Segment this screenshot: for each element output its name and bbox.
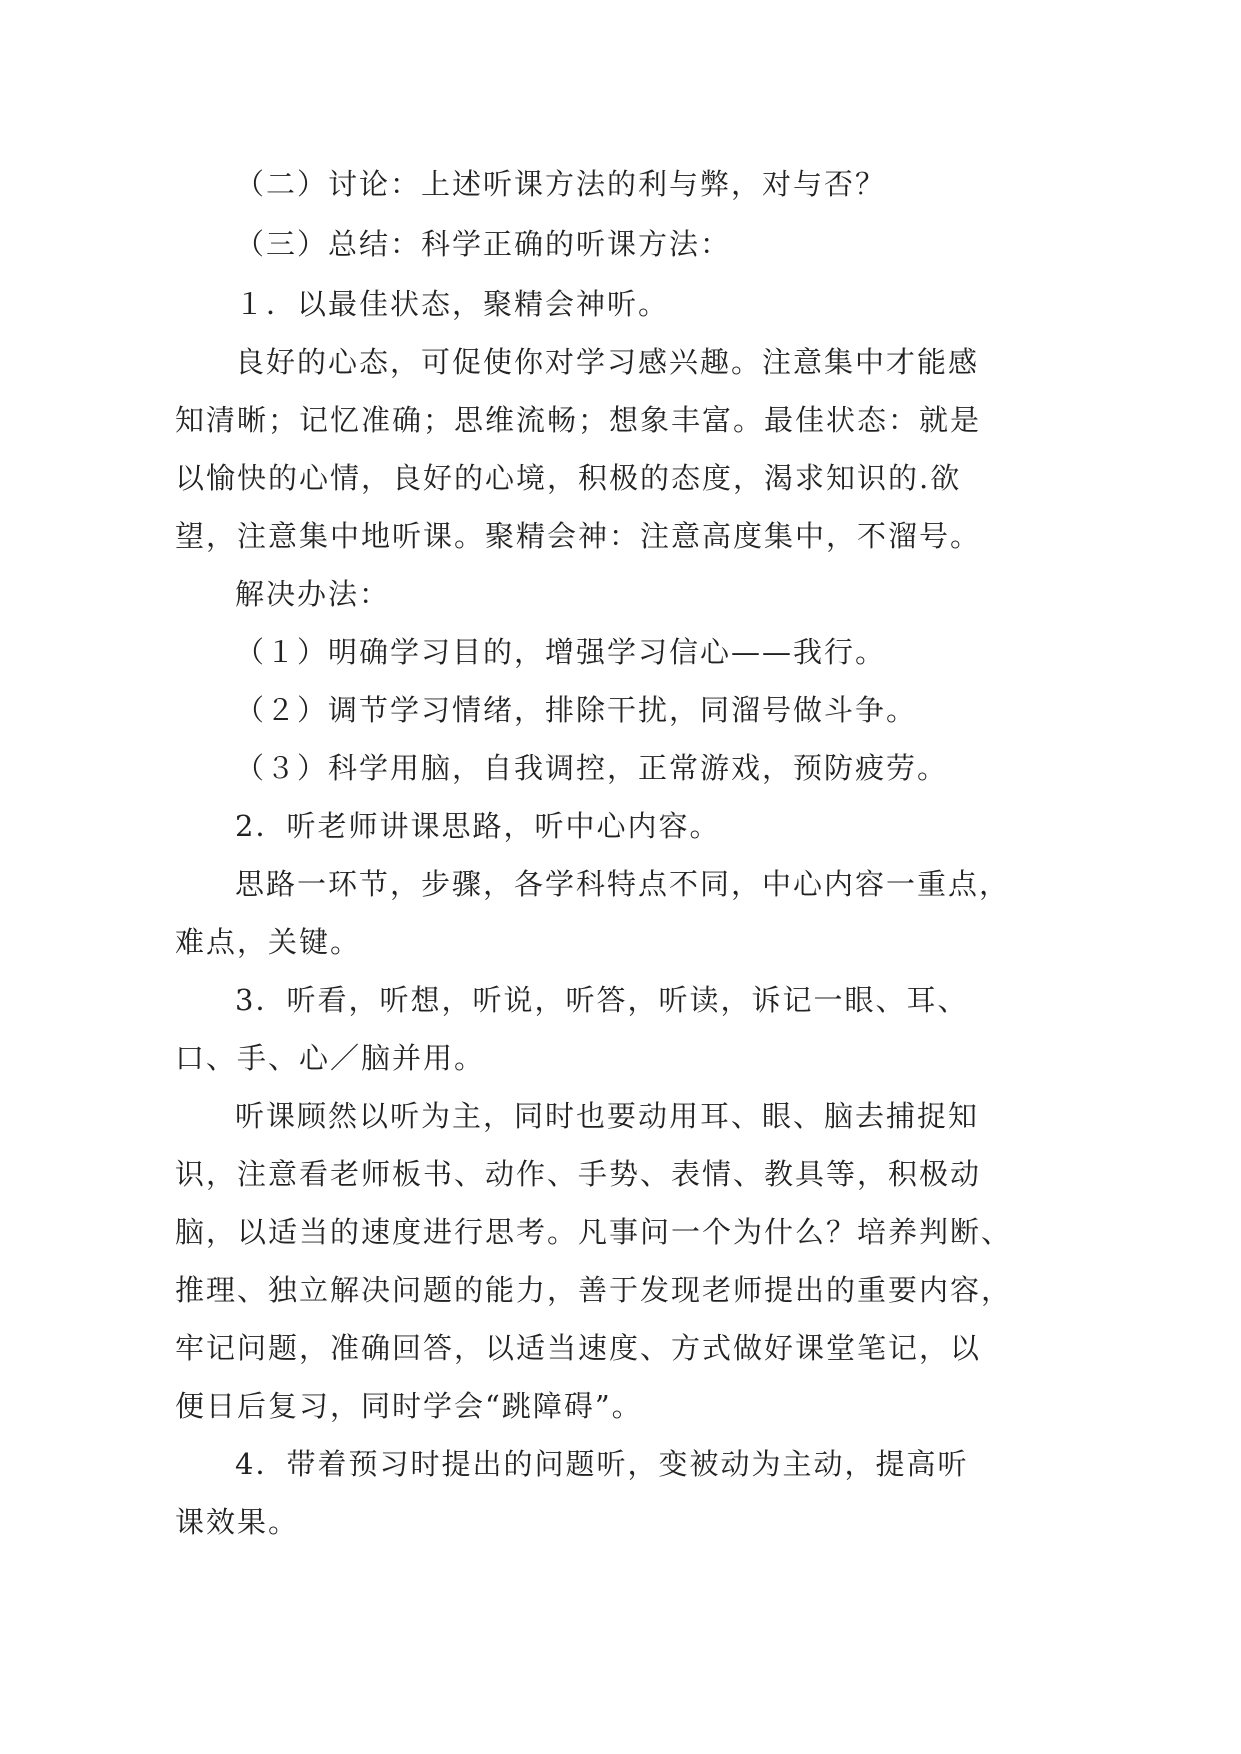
list-item: （３）科学用脑，自我调控，正常游戏，预防疲劳。 <box>235 751 949 785</box>
paragraph-line: 推理、独立解决问题的能力，善于发现老师提出的重要内容， <box>175 1273 1013 1307</box>
item-heading-1: １．以最佳状态，聚精会神听。 <box>235 287 670 321</box>
paragraph-line: 良好的心态，可促使你对学习感兴趣。注意集中才能感 <box>235 345 980 379</box>
paragraph-line: 望，注意集中地听课。聚精会神：注意高度集中，不溜号。 <box>175 519 982 553</box>
list-item: （２）调节学习情绪，排除干扰，同溜号做斗争。 <box>235 693 918 727</box>
section-heading-summary: （三）总结：科学正确的听课方法： <box>235 227 732 261</box>
paragraph-line: 以愉快的心情，良好的心境，积极的态度，渴求知识的.欲 <box>175 461 962 495</box>
paragraph-line: 脑，以适当的速度进行思考。凡事问一个为什么？培养判断、 <box>175 1215 1013 1249</box>
paragraph-line: 便日后复习，同时学会“跳障碍”。 <box>175 1389 643 1423</box>
item-heading-2: 2．听老师讲课思路，听中心内容。 <box>235 809 721 843</box>
paragraph-line: 识，注意看老师板书、动作、手势、表情、教具等，积极动 <box>175 1157 982 1191</box>
list-item: （１）明确学习目的，增强学习信心——我行。 <box>235 635 887 669</box>
paragraph-line: 思路一环节，步骤，各学科特点不同，中心内容一重点， <box>235 867 1011 901</box>
item-heading-4: 4．带着预习时提出的问题听，变被动为主动，提高听 <box>235 1447 969 1481</box>
paragraph-line: 口、手、心／脑并用。 <box>175 1041 486 1075</box>
item-heading-3: 3．听看，听想，听说，听答，听读，诉记一眼、耳、 <box>235 983 969 1017</box>
paragraph-line: 牢记问题，准确回答，以适当速度、方式做好课堂笔记，以 <box>175 1331 982 1365</box>
section-heading-discussion: （二）讨论：上述听课方法的利与弊，对与否？ <box>235 167 887 201</box>
paragraph-line: 难点，关键。 <box>175 925 362 959</box>
paragraph-line: 知清晰；记忆准确；思维流畅；想象丰富。最佳状态：就是 <box>175 403 982 437</box>
subheading-solutions: 解决办法： <box>235 577 391 611</box>
paragraph-line: 课效果。 <box>175 1505 300 1539</box>
paragraph-line: 听课顾然以听为主，同时也要动用耳、眼、脑去捕捉知 <box>235 1099 980 1133</box>
